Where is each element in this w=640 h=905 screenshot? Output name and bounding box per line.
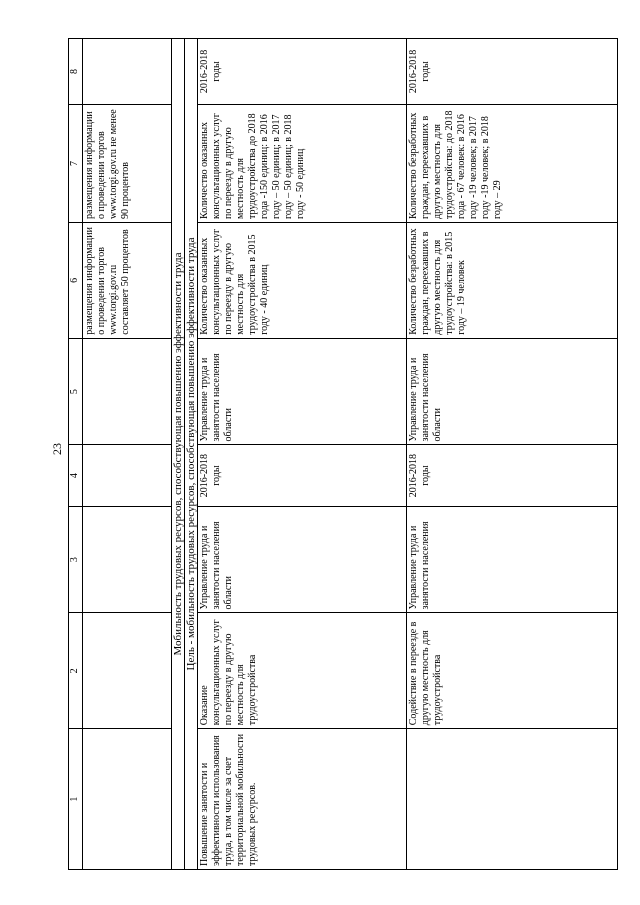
cell-baseline: размещения информации о проведении торгов www.torgi.gov.ru составляет 50 процентов [83,222,172,338]
cell [83,506,172,613]
cell-period: 2016-2018 годы [407,445,618,506]
cell [83,39,172,105]
rotated-table-container [68,38,616,870]
page-number: 23 [50,443,64,455]
col-number-3: 3 [69,506,83,613]
cell-task: Повышение занятости и эффективности использования труда, в том числе за счет территориальной мобильности трудовых ресурсов. [198,729,407,870]
cell-measure: Оказание консультационных услуг по переезду в другую местность для трудоустройства [198,613,407,729]
col-number-6: 6 [69,222,83,338]
section-goal: Цель - мобильность трудовых ресурсов, способствующая повышению эффективности труда [185,39,198,870]
cell [83,338,172,445]
cell-period: 2016-2018 годы [198,445,407,506]
column-number-row [69,39,83,870]
table-row [83,39,172,870]
section-title-row [172,39,185,870]
section-goal-row [185,39,198,870]
cell [83,445,172,506]
cell-measure: Содействие в переезде в другую местность для трудоустройства [407,613,618,729]
cell-deadline: 2016-2018 годы [198,39,407,105]
section-title: Мобильность трудовых ресурсов, способствующая повышению эффективности труда [172,39,185,870]
col-number-1: 1 [69,729,83,870]
table-row [198,39,407,870]
cell-baseline: Количество безработных граждан, переехавших в другую местность для трудоустройства: в 2015 году – 19 человек [407,222,618,338]
col-number-8: 8 [69,39,83,105]
cell-deadline: 2016-2018 годы [407,39,618,105]
cell-responsible: Управление труда и занятости населения области [407,338,618,445]
col-number-4: 4 [69,445,83,506]
col-number-5: 5 [69,338,83,445]
table-row [407,39,618,870]
cell-target: Количество безработных граждан, переехавших в другую местность для трудоустройства: до 2018 года - 67 человек: в 2016 году -19 человек; в 2017 году -19 человек; в 2018 году – 29 [407,104,618,222]
col-number-7: 7 [69,104,83,222]
cell-task [407,729,618,870]
cell-executor: Управление труда и занятости населения [407,506,618,613]
col-number-2: 2 [69,613,83,729]
cell-responsible: Управление труда и занятости населения области [198,338,407,445]
program-table [68,38,618,870]
cell-baseline: Количество оказанных консультационных услуг по переезду в другую местность для трудоустройства в 2015 году - 40 единиц [198,222,407,338]
cell [83,729,172,870]
cell-target: Количество оказанных консультационных услуг по переезду в другую местность для трудоустройства до 2018 года -150 единиц: в 2016 году – 50 единиц; в 2017 году – 50 единиц; в 2018 году - 50 единиц [198,104,407,222]
cell-executor: Управление труда и занятости населения области [198,506,407,613]
cell [83,613,172,729]
cell-target: размещения информации о проведении торгов www.torgi.gov.ru не менее 90 процентов [83,104,172,222]
